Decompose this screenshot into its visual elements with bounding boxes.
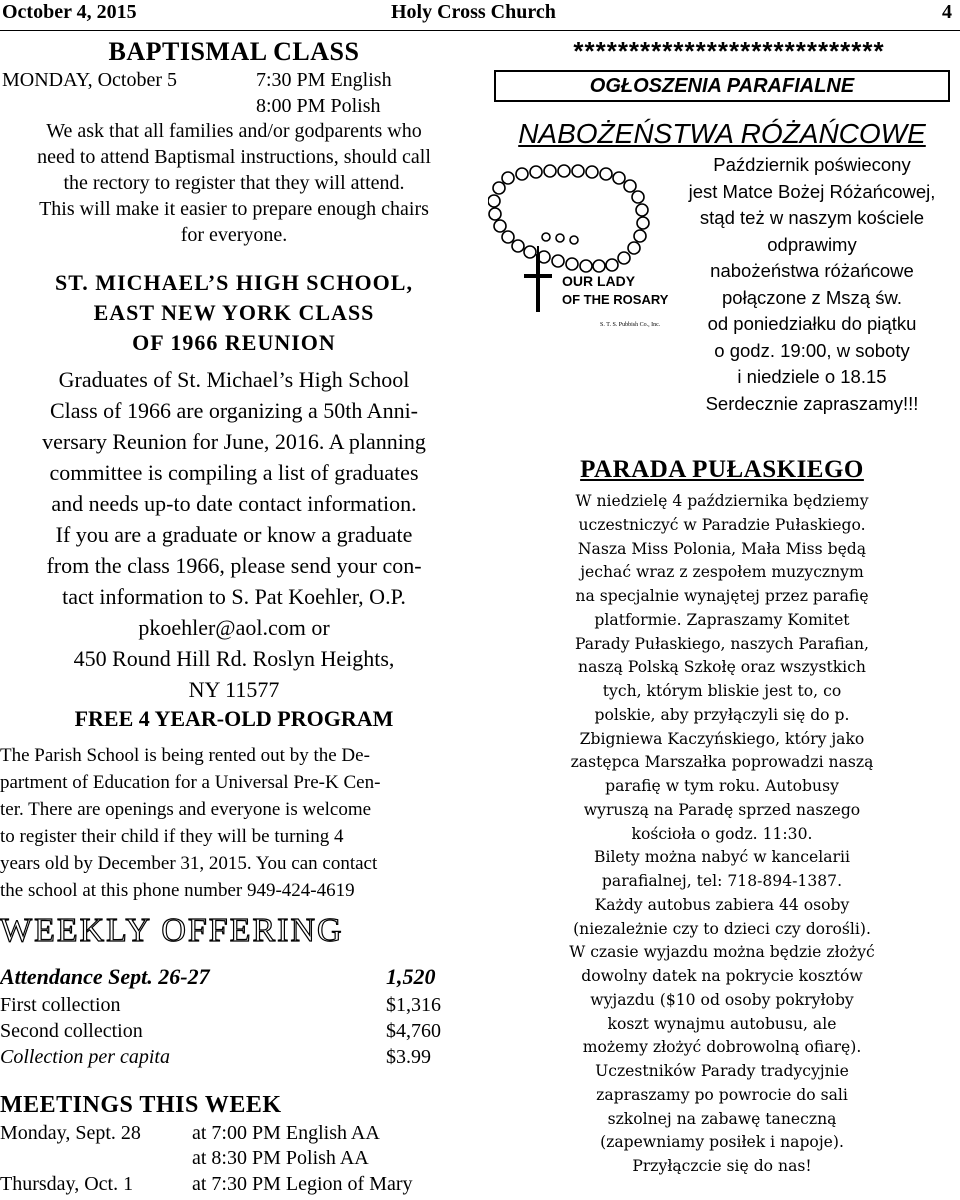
text-line: zapraszamy po powrocie do sali (596, 1085, 848, 1104)
text-line: committee is compiling a list of graduates (49, 460, 419, 485)
text-line: need to attend Baptismal instructions, should call (37, 146, 431, 168)
text-line: Nasza Miss Polonia, Mała Miss będą (577, 539, 867, 558)
free-program-body (0, 742, 462, 904)
pulaski-parade-title: PARADA PUŁASKIEGO (580, 456, 864, 483)
baptismal-day: MONDAY, October 5 (2, 69, 177, 91)
pulaski-parade-body (494, 490, 950, 1179)
page-header (0, 0, 960, 31)
meeting-day: Thursday, Oct. 1 (0, 1173, 134, 1195)
text-line: zastępca Marszałka poprowadzi naszą (570, 753, 874, 772)
text-line: uczestniczyć w Paradzie Pułaskiego. (578, 515, 866, 534)
text-line: W niedzielę 4 października będziemy (575, 492, 869, 510)
text-line: (zapewniamy posiłek i napoje). (600, 1133, 844, 1152)
rosary-illustration (488, 162, 674, 340)
text-line: o godz. 19:00, w soboty (714, 339, 910, 361)
text-line: Parady Pułaskiego, naszych Parafian, (574, 634, 870, 653)
meeting-text: at 7:00 PM English AA (192, 1122, 380, 1144)
offering-value: $3.99 (386, 1046, 431, 1068)
offering-label: Collection per capita (0, 1046, 170, 1068)
header-page-number: 4 (942, 1, 952, 23)
baptismal-title: BAPTISMAL CLASS (108, 37, 360, 66)
address-line: NY 11577 (188, 677, 280, 702)
star-divider: **************************** (573, 36, 885, 66)
rosary-caption-line2: OF THE ROSARY (562, 292, 669, 307)
rosary-caption-line1: OUR LADY (562, 273, 636, 289)
email-line: pkoehler@aol.com or (138, 615, 330, 640)
text-line: Przyłączcie się do nas! (632, 1157, 812, 1175)
offering-row (0, 1020, 460, 1046)
meeting-text: at 8:30 PM Polish AA (192, 1147, 369, 1169)
text-line: years old by December 31, 2015. You can contact (0, 853, 378, 874)
text-line: i niedziele o 18.15 (737, 366, 887, 387)
meeting-row (0, 1122, 460, 1148)
text-line: tych, którym bliskie jest to, co (602, 682, 842, 700)
baptismal-text (0, 118, 468, 248)
title-line: ST. MICHAEL’S HIGH SCHOOL, (55, 270, 413, 295)
text-line: na specjalnie wynajętej przez parafię (575, 587, 869, 605)
text-line: We ask that all families and/or godparents who (46, 120, 422, 142)
announcements-box: OGŁOSZENIA PARAFIALNE (494, 70, 950, 102)
text-line: wyjazdu ($10 od osoby pokryłoby (590, 990, 854, 1009)
text-line: tact information to S. Pat Koehler, O.P. (62, 584, 406, 609)
text-line: If you are a graduate or know a graduate (55, 522, 413, 547)
text-line: jest Matce Bożej Różańcowej, (688, 180, 936, 202)
text-line: dowolny datek na pokrycie kosztów (581, 967, 863, 985)
text-line: ter. There are openings and everyone is welcome (0, 799, 372, 820)
text-line: odprawimy (767, 233, 857, 255)
text-line: the school at this phone number 949-424-4619 (0, 880, 355, 901)
text-line: kościoła o godz. 11:30. (631, 824, 813, 843)
offering-row (0, 1046, 460, 1072)
offering-value: 1,520 (386, 964, 436, 989)
text-line: from the class 1966, please send your con- (46, 553, 422, 578)
text-line: platformie. Zapraszamy Komitet (594, 610, 850, 629)
text-line: Uczestników Parady tradycyjnie (595, 1062, 849, 1080)
header-date: October 4, 2015 (2, 1, 137, 23)
offering-value: $4,760 (386, 1020, 441, 1042)
text-line: partment of Education for a Universal Pre-K Cen- (0, 772, 381, 793)
text-line: połączone z Mszą św. (722, 286, 902, 308)
text-line: W czasie wyjazdu można będzie złożyć (569, 943, 875, 962)
text-line: versary Reunion for June, 2016. A planning (42, 429, 426, 454)
text-line: This will make it easier to prepare enough chairs (39, 198, 429, 220)
offering-label: Attendance Sept. 26-27 (0, 964, 210, 989)
rosary-devotions-body (664, 152, 960, 417)
offering-label: First collection (0, 994, 121, 1016)
title-line: OF 1966 REUNION (132, 330, 336, 355)
offering-label: Second collection (0, 1020, 143, 1042)
rosary-beads (488, 165, 649, 272)
rosary-cross-icon (524, 254, 552, 312)
text-line: jechać wraz z zespołem muzycznym (580, 563, 864, 582)
text-line: Graduates of St. Michael’s High School (58, 367, 410, 392)
offering-row (0, 964, 460, 992)
reunion-title (0, 268, 468, 358)
text-line: od poniedziałku do piątku (707, 313, 917, 334)
meeting-row (0, 1147, 460, 1173)
text-line: (niezależnie czy to dzieci czy dorośli). (573, 919, 871, 938)
text-line: naszą Polską Szkołę oraz wszystkich (578, 658, 866, 677)
title-line: EAST NEW YORK CLASS (93, 300, 375, 325)
text-line: koszt wynajmu autobusu, ale (607, 1014, 837, 1033)
text-line: for everyone. (180, 224, 288, 246)
baptismal-time-english: 7:30 PM English (256, 69, 392, 91)
meeting-row (0, 1173, 460, 1199)
text-line: The Parish School is being rented out by the De- (0, 745, 370, 766)
text-line: Październik poświecony (713, 154, 911, 175)
baptismal-time-polish: 8:00 PM Polish (256, 95, 381, 117)
text-line: możemy złożyć dobrowolną ofiarę). (582, 1038, 862, 1057)
text-line: parafię w tym roku. Autobusy (605, 777, 839, 795)
text-line: Każdy autobus zabiera 44 osoby (594, 895, 850, 914)
weekly-offering-title: WEEKLY OFFERING (0, 912, 344, 949)
meeting-text: at 7:30 PM Legion of Mary (192, 1173, 413, 1195)
text-line: wyruszą na Paradę sprzed naszego (583, 800, 861, 819)
text-line: nabożeństwa różańcowe (710, 260, 914, 281)
text-line: Serdecznie zapraszamy!!! (705, 392, 919, 414)
text-line: Zbigniewa Kaczyńskiego, który jako (579, 729, 865, 748)
meetings-title: MEETINGS THIS WEEK (0, 1092, 282, 1118)
text-line: Bilety można nabyć w kancelarii (594, 848, 850, 867)
text-line: and needs up-to date contact information. (51, 491, 417, 516)
text-line: polskie, aby przyłączyli się do p. (594, 705, 850, 724)
text-line: to register their child if they will be turning 4 (0, 826, 344, 847)
rosary-devotions-title: NABOŻEŃSTWA RÓŻAŃCOWE (518, 118, 926, 149)
text-line: the rectory to register that they will attend. (63, 172, 405, 194)
address-line: 450 Round Hill Rd. Roslyn Heights, (73, 646, 395, 671)
text-line: szkolnej na zabawę taneczną (607, 1109, 837, 1128)
offering-row (0, 994, 460, 1020)
offering-value: $1,316 (386, 994, 441, 1016)
text-line: stąd też w naszym kościele (699, 207, 925, 228)
header-church-name: Holy Cross Church (391, 1, 556, 23)
meeting-day: Monday, Sept. 28 (0, 1122, 141, 1144)
reunion-body (0, 364, 468, 705)
text-line: Class of 1966 are organizing a 50th Anni- (49, 398, 419, 423)
text-line: parafialnej, tel: 718-894-1387. (601, 872, 843, 890)
free-program-title: FREE 4 YEAR-OLD PROGRAM (74, 706, 394, 731)
rosary-credit: S. T. S. Pubbish Co., Inc. (600, 322, 661, 328)
